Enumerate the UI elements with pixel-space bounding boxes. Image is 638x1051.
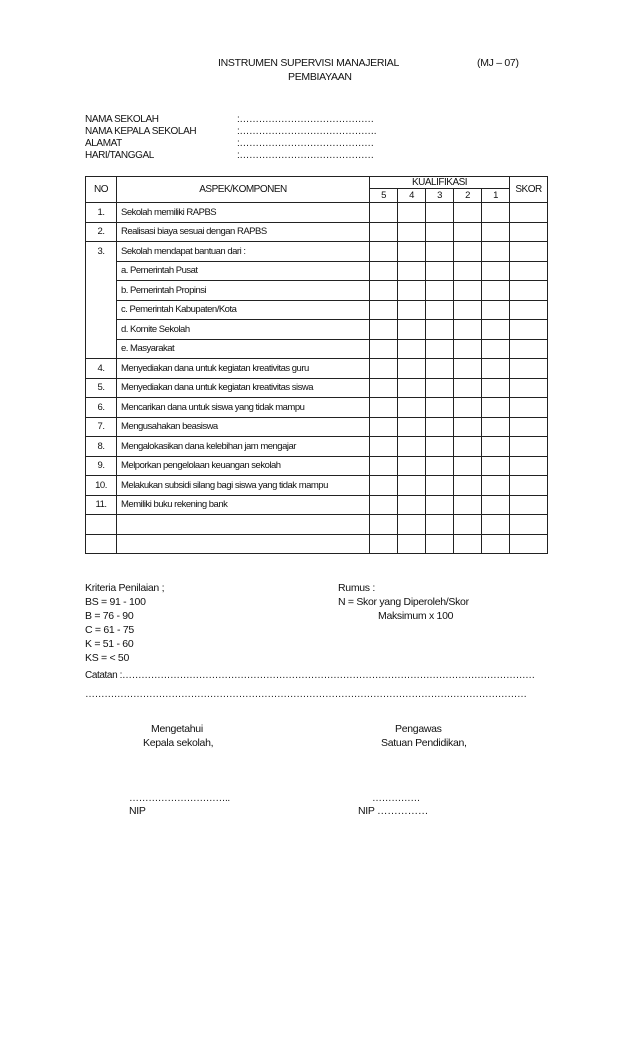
row-number: 5. [86,378,117,398]
score-cell[interactable] [482,281,510,301]
score-cell[interactable] [482,515,510,535]
row-number: 4. [86,359,117,379]
row-aspect: Sekolah memiliki RAPBS [117,203,370,223]
score-cell[interactable] [454,495,482,515]
score-cell[interactable] [454,515,482,535]
score-cell[interactable] [454,300,482,320]
kriteria-line: C = 61 - 75 [85,624,134,636]
kriteria-line: K = 51 - 60 [85,638,134,650]
row-aspect: Mengalokasikan dana kelebihan jam mengajar [117,437,370,457]
kriteria-line: KS = < 50 [85,652,130,664]
table-row [86,476,548,496]
score-cell[interactable] [454,456,482,476]
score-cell[interactable] [454,261,482,281]
identity-label: HARI/TANGGAL [85,150,154,161]
row-aspect: Menyediakan dana untuk kegiatan kreativitas siswa [117,378,370,398]
identity-label: NAMA SEKOLAH [85,114,159,125]
score-cell[interactable] [398,437,426,457]
score-cell[interactable] [454,378,482,398]
score-cell[interactable] [482,261,510,281]
table-row [86,222,548,242]
row-aspect: Melporkan pengelolaan keuangan sekolah [117,456,370,476]
score-cell[interactable] [482,437,510,457]
score-cell[interactable] [426,515,454,535]
score-cell[interactable] [426,398,454,418]
score-cell[interactable] [454,281,482,301]
catatan-line-1: Catatan :………………………………………………………………………………………………………………… [85,670,535,681]
score-header: 3 [426,189,454,203]
score-cell[interactable] [426,456,454,476]
row-aspect: Sekolah mendapat bantuan dari : [117,242,370,262]
row-number [86,261,117,281]
identity-value: :…………………………………… [237,138,374,149]
score-cell[interactable] [482,378,510,398]
skor-cell[interactable] [510,339,548,359]
skor-cell[interactable] [510,495,548,515]
score-cell[interactable] [482,222,510,242]
row-aspect: Realisasi biaya sesuai dengan RAPBS [117,222,370,242]
sign-left-label: Mengetahui [151,723,203,735]
score-cell[interactable] [398,359,426,379]
table-row [86,495,548,515]
score-cell[interactable] [454,320,482,340]
identity-value: :……………………………………. [237,126,377,137]
score-header: 1 [482,189,510,203]
identity-value: :…………………………………… [237,150,374,161]
table-row [86,281,548,301]
skor-cell[interactable] [510,456,548,476]
score-cell[interactable] [482,242,510,262]
score-cell[interactable] [426,476,454,496]
score-cell[interactable] [426,378,454,398]
table-row [86,534,548,554]
skor-cell[interactable] [510,515,548,535]
score-cell[interactable] [454,534,482,554]
score-cell[interactable] [398,300,426,320]
score-cell[interactable] [482,534,510,554]
score-cell[interactable] [398,417,426,437]
row-aspect: Mencarikan dana untuk siswa yang tidak mampu [117,398,370,418]
row-number: 7. [86,417,117,437]
score-cell[interactable] [398,515,426,535]
score-cell[interactable] [482,417,510,437]
row-number: 9. [86,456,117,476]
score-cell[interactable] [370,242,398,262]
score-cell[interactable] [370,320,398,340]
skor-cell[interactable] [510,222,548,242]
score-cell[interactable] [370,359,398,379]
score-cell[interactable] [370,203,398,223]
score-cell[interactable] [398,261,426,281]
score-cell[interactable] [426,320,454,340]
score-cell[interactable] [398,378,426,398]
form-code: (MJ – 07) [477,57,519,69]
skor-cell[interactable] [510,320,548,340]
table-row [86,417,548,437]
score-cell[interactable] [454,339,482,359]
header-kualifikasi: KUALIFIKASI [370,177,510,189]
identity-label: NAMA KEPALA SEKOLAH [85,126,197,137]
header-aspek: ASPEK/KOMPONEN [117,177,370,203]
skor-cell[interactable] [510,300,548,320]
row-aspect: Memiliki buku rekening bank [117,495,370,515]
score-cell[interactable] [482,359,510,379]
table-row [86,515,548,535]
score-cell[interactable] [426,300,454,320]
score-cell[interactable] [370,476,398,496]
score-cell[interactable] [482,456,510,476]
kriteria-line: BS = 91 - 100 [85,596,146,608]
table-row [86,378,548,398]
score-cell[interactable] [370,339,398,359]
score-cell[interactable] [398,281,426,301]
identity-label: ALAMAT [85,138,122,149]
score-cell[interactable] [454,242,482,262]
header-skor: SKOR [510,177,548,203]
identity-value: :…………………………………… [237,114,374,125]
score-cell[interactable] [426,534,454,554]
row-number: 1. [86,203,117,223]
table-row [86,339,548,359]
score-cell[interactable] [454,476,482,496]
score-header: 5 [370,189,398,203]
rumus-line-1: N = Skor yang Diperoleh/Skor [338,596,469,608]
row-aspect: Menyediakan dana untuk kegiatan kreativitas guru [117,359,370,379]
table-row [86,398,548,418]
sign-left-name-line: ………………………….. [129,793,230,804]
score-cell[interactable] [454,222,482,242]
score-cell[interactable] [482,320,510,340]
catatan-line-2: ………………………………………………………………………………………………………………………… [85,689,527,700]
sign-right-nip: NIP …………… [358,805,429,817]
score-cell[interactable] [426,203,454,223]
skor-cell[interactable] [510,437,548,457]
score-cell[interactable] [426,417,454,437]
score-cell[interactable] [398,398,426,418]
score-cell[interactable] [370,495,398,515]
skor-cell[interactable] [510,534,548,554]
score-cell[interactable] [454,398,482,418]
score-cell[interactable] [370,398,398,418]
score-cell[interactable] [454,359,482,379]
skor-cell[interactable] [510,203,548,223]
score-cell[interactable] [482,203,510,223]
row-number [86,339,117,359]
row-number [86,300,117,320]
score-cell[interactable] [398,456,426,476]
score-cell[interactable] [454,417,482,437]
score-cell[interactable] [482,476,510,496]
table-row [86,242,548,262]
score-header: 2 [454,189,482,203]
row-number: 10. [86,476,117,496]
score-cell[interactable] [398,495,426,515]
table-row [86,437,548,457]
score-cell[interactable] [398,320,426,340]
skor-cell[interactable] [510,398,548,418]
assessment-table [85,176,548,554]
score-cell[interactable] [482,495,510,515]
skor-cell[interactable] [510,281,548,301]
score-cell[interactable] [426,437,454,457]
score-cell[interactable] [426,261,454,281]
skor-cell[interactable] [510,261,548,281]
header-no: NO [86,177,117,203]
score-cell[interactable] [454,437,482,457]
row-number: 8. [86,437,117,457]
row-aspect [117,534,370,554]
score-cell[interactable] [398,222,426,242]
score-cell[interactable] [426,339,454,359]
row-number [86,281,117,301]
kriteria-line: B = 76 - 90 [85,610,134,622]
score-cell[interactable] [370,261,398,281]
score-cell[interactable] [482,398,510,418]
rumus-line-2: Maksimum x 100 [378,610,454,622]
row-number [86,534,117,554]
row-number: 6. [86,398,117,418]
document-title: INSTRUMEN SUPERVISI MANAJERIAL [218,57,400,69]
row-aspect: a. Pemerintah Pusat [117,261,370,281]
rumus-title: Rumus : [338,582,375,594]
row-number [86,515,117,535]
sign-left-role: Kepala sekolah, [143,737,214,749]
row-number: 3. [86,242,117,262]
table-row [86,300,548,320]
score-cell[interactable] [370,281,398,301]
score-cell[interactable] [398,476,426,496]
score-cell[interactable] [398,203,426,223]
row-number: 11. [86,495,117,515]
row-aspect: b. Pemerintah Propinsi [117,281,370,301]
score-cell[interactable] [370,222,398,242]
row-number: 2. [86,222,117,242]
row-aspect: Melakukan subsidi silang bagi siswa yang tidak mampu [117,476,370,496]
score-cell[interactable] [370,515,398,535]
skor-cell[interactable] [510,476,548,496]
score-cell[interactable] [398,534,426,554]
sign-left-nip: NIP [129,805,146,817]
score-header: 4 [398,189,426,203]
sign-right-label: Pengawas [395,723,442,735]
row-aspect [117,515,370,535]
score-cell[interactable] [426,359,454,379]
score-cell[interactable] [398,339,426,359]
skor-cell[interactable] [510,359,548,379]
table-row [86,320,548,340]
score-cell[interactable] [370,300,398,320]
score-cell[interactable] [370,534,398,554]
score-cell[interactable] [370,417,398,437]
skor-cell[interactable] [510,378,548,398]
row-aspect: e. Masyarakat [117,339,370,359]
score-cell[interactable] [370,456,398,476]
kriteria-title: Kriteria Penilaian ; [85,582,165,594]
document-subtitle: PEMBIAYAAN [288,71,352,83]
row-aspect: Mengusahakan beasiswa [117,417,370,437]
table-row [86,203,548,223]
skor-cell[interactable] [510,417,548,437]
sign-right-role: Satuan Pendidikan, [381,737,467,749]
skor-cell[interactable] [510,242,548,262]
score-cell[interactable] [370,437,398,457]
table-row [86,359,548,379]
score-cell[interactable] [426,222,454,242]
score-cell[interactable] [426,495,454,515]
score-cell[interactable] [370,378,398,398]
table-row [86,261,548,281]
score-cell[interactable] [426,242,454,262]
row-number [86,320,117,340]
sign-right-name-line: …………… [372,793,421,804]
score-cell[interactable] [398,242,426,262]
score-cell[interactable] [454,203,482,223]
score-cell[interactable] [482,339,510,359]
score-cell[interactable] [482,300,510,320]
score-cell[interactable] [426,281,454,301]
row-aspect: c. Pemerintah Kabupaten/Kota [117,300,370,320]
table-row [86,456,548,476]
row-aspect: d. Komite Sekolah [117,320,370,340]
